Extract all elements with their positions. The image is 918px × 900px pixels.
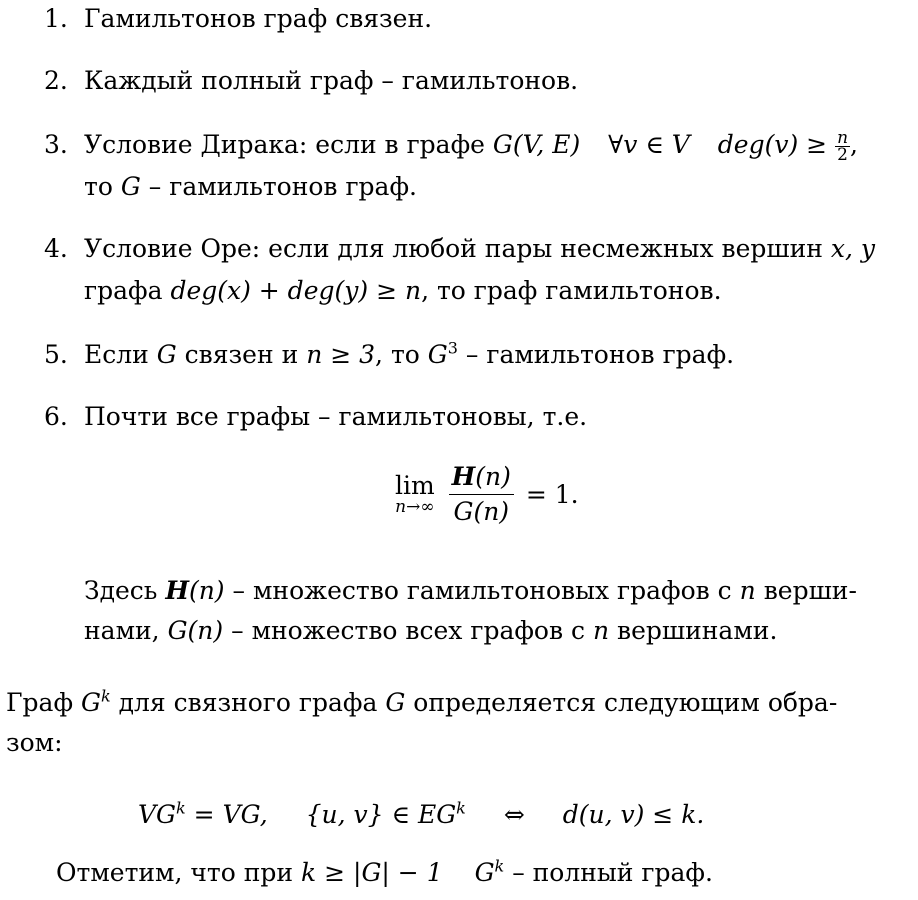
final-remark: Отметим, что при k ≥ |G| − 1 $G^k$ – полный граф. bbox=[56, 856, 713, 887]
item-3-math-forall: ∀v ∈ V bbox=[608, 130, 690, 159]
paragraph-line-1: Граф $G^k$ для связного графа G определяется следующим обра- bbox=[6, 686, 838, 717]
item-3-text-a: Условие Дирака: если в графе bbox=[84, 130, 493, 159]
item-3-number: 3. bbox=[44, 130, 68, 159]
item-3-line-2: то G – гамильтонов граф. bbox=[84, 172, 417, 201]
paragraph-line-2: зом: bbox=[6, 728, 63, 757]
item-3-math-deg: deg(v) ≥ bbox=[717, 130, 828, 159]
item-4-text-a: Условие Оре: если для любой пары несмежных вершин bbox=[84, 234, 831, 263]
limit-formula bbox=[395, 460, 579, 529]
item-6-text: Почти все графы – гамильтоновы, т.е. bbox=[84, 402, 588, 431]
item-5-math-n: n ≥ 3 bbox=[306, 340, 376, 369]
item-1-text: Гамильтонов граф связен. bbox=[84, 4, 433, 33]
limit-fraction: $\frac{H(n)}{G(n)}$ bbox=[449, 460, 514, 529]
item-2-text: Каждый полный граф – гамильтонов. bbox=[84, 66, 579, 95]
power-graph-formula: $VG^k$ = VG, {u, v} ∈ $EG^k$ ⇔ d(u, v) ≤ k. bbox=[138, 798, 705, 829]
item-4-number: 4. bbox=[44, 234, 68, 263]
item-2-number: 2. bbox=[44, 66, 68, 95]
item-4-line-2: графа deg(x) + deg(y) ≥ n, то граф гамильтонов. bbox=[84, 276, 722, 305]
item-6-number: 6. bbox=[44, 402, 68, 431]
limit-operator: lim n→∞ bbox=[395, 470, 435, 517]
item-3-math-graph: G(V, E) bbox=[492, 130, 581, 159]
item-4-math-xy: x, y bbox=[830, 234, 876, 263]
note-line-1: Здесь H(n) – множество гамильтоновых графов с n верши- bbox=[84, 576, 857, 605]
limit-rhs: = 1. bbox=[525, 480, 579, 509]
note-line-2: нами, G(n) – множество всех графов с n вершинами. bbox=[84, 616, 778, 645]
item-5-number: 5. bbox=[44, 340, 68, 369]
item-4-math-degsum: deg(x) + deg(y) ≥ n bbox=[170, 276, 422, 305]
item-3-fraction: $\frac{n}{2}$ bbox=[837, 128, 849, 165]
item-1-number: 1. bbox=[44, 4, 68, 33]
equivalence-symbol: ⇔ bbox=[503, 800, 525, 829]
